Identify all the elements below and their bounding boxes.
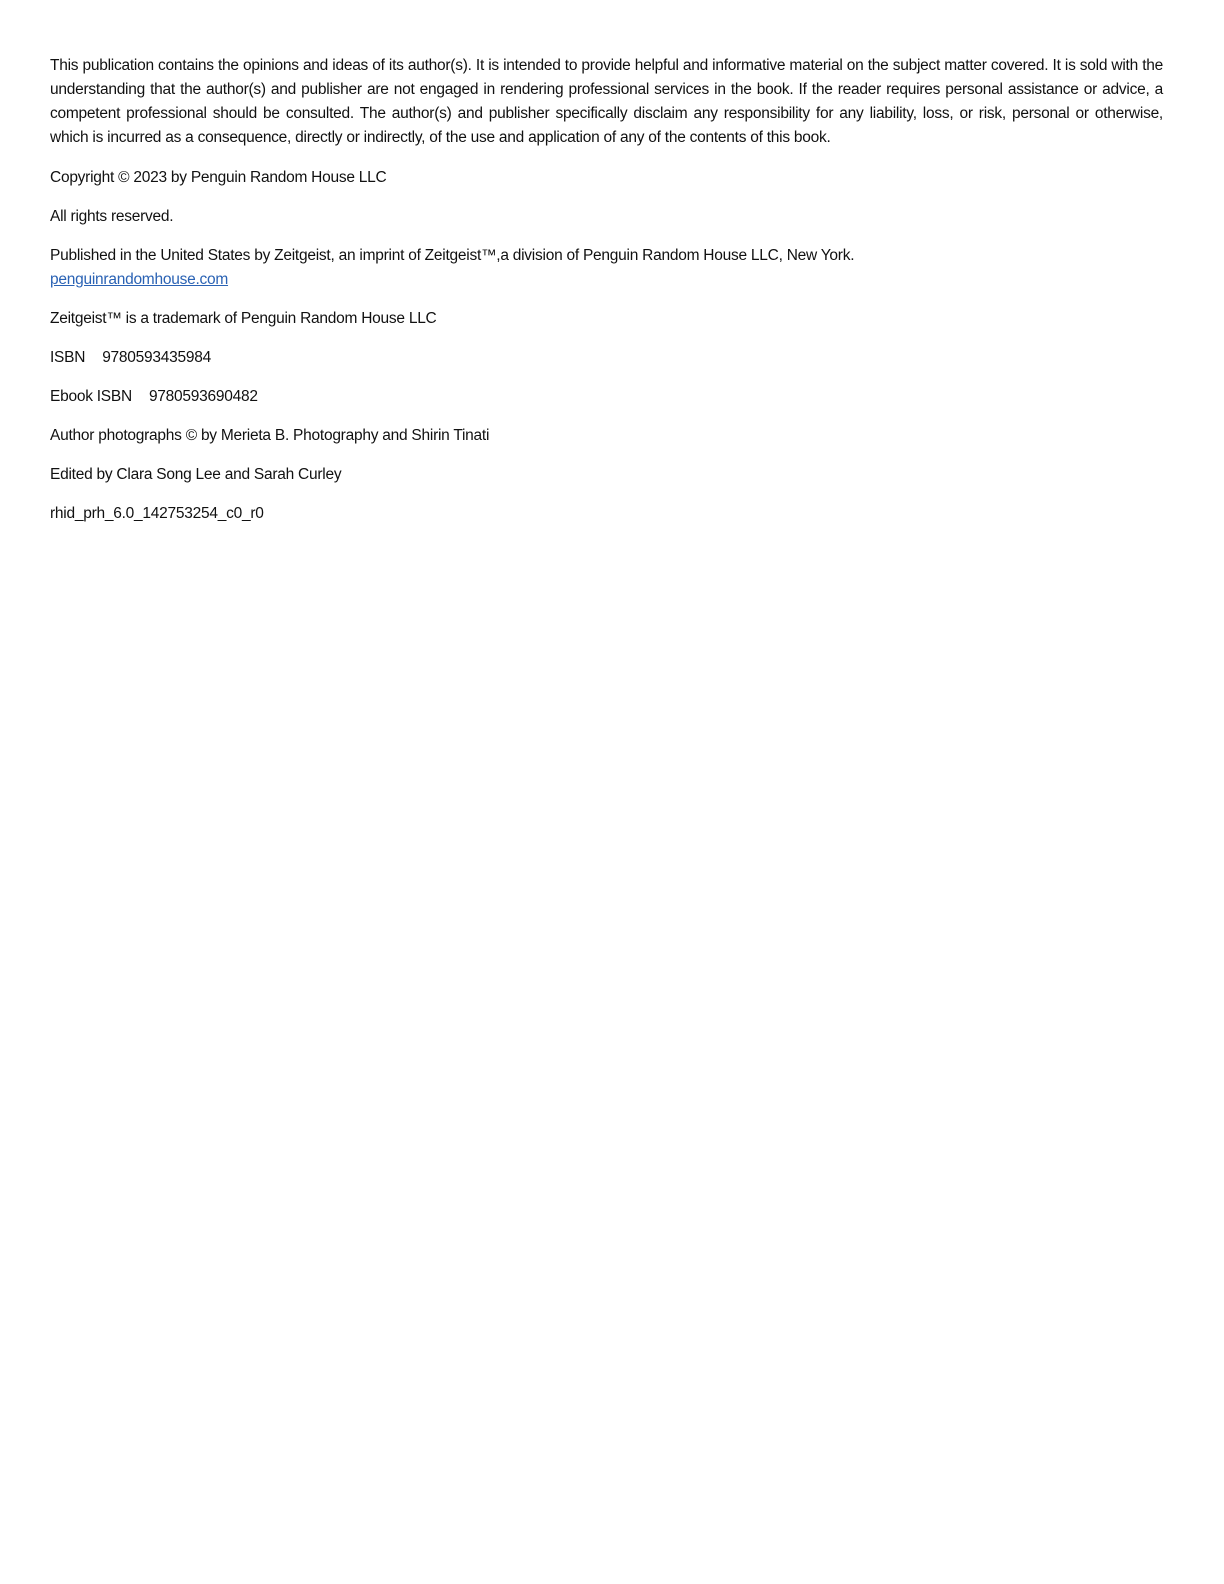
photo-credit-line: Author photographs © by Merieta B. Photography and Shirin Tinati	[50, 427, 490, 444]
rhid-line: rhid_prh_6.0_142753254_c0_r0	[50, 505, 264, 522]
ebook-isbn-value: 9780593690482	[148, 388, 258, 405]
isbn-line	[50, 346, 1163, 370]
copyright-page	[50, 54, 1163, 541]
isbn-label: ISBN	[50, 349, 86, 366]
website-link[interactable]: penguinrandomhouse.com	[50, 271, 229, 288]
disclaimer-text: This publication contains the opinions and ideas of its author(s). It is intended to provide helpful and informative material on the subject matter covered. It is sold with the understanding that the author(s) and publisher are not engaged in rendering professional services in the book. If the reader requires personal assistance or advice, a competent professional should be consulted. The author(s) and publisher specifically disclaim any responsibility for any liability, loss, or risk, personal or otherwise, which is incurred as a consequence, directly or indirectly, of the use and application of any of the contents of this book.	[50, 57, 1163, 146]
ebook-isbn-label: Ebook ISBN	[50, 388, 132, 405]
trademark-line: Zeitgeist™ is a trademark of Penguin Random House LLC	[50, 310, 437, 327]
publisher-block	[50, 244, 1163, 292]
isbn-value: 9780593435984	[102, 349, 212, 366]
rights-line: All rights reserved.	[50, 208, 174, 225]
published-line: Published in the United States by Zeitgeist, an imprint of Zeitgeist™,a division of Penguin Random House LLC, New York.	[50, 247, 855, 264]
ebook-isbn-line	[50, 385, 1163, 409]
copyright-line: Copyright © 2023 by Penguin Random House LLC	[50, 169, 387, 186]
editor-credit-line: Edited by Clara Song Lee and Sarah Curley	[50, 466, 342, 483]
